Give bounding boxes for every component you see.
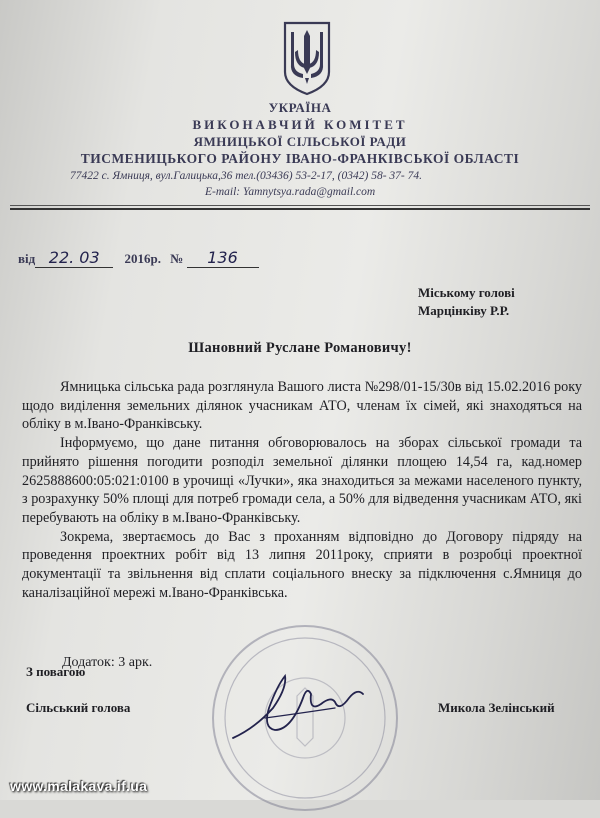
paragraph-3: Зокрема, звертаємось до Вас з проханням відповідно до Договору підряду на проведення проектних робіт від 13 липня 2011року, сприяти в розробці проектної документації та звільнення від сплати соціального внеску за підключення с.Ямниця до каналізаційної мережі м.Івано-Франківська.: [22, 528, 582, 601]
reference-line: [18, 248, 259, 268]
header-district: ТИСМЕНИЦЬКОГО РАЙОНУ ІВАНО-ФРАНКІВСЬКОЇ ОБЛАСТІ: [80, 151, 520, 166]
header-contacts: 77422 с. Ямниця, вул.Галицька,36 тел.(03436) 53-2-17, (0342) 58- 37- 74.: [70, 170, 422, 182]
header-divider: [10, 205, 590, 206]
addressee-name: Марцінківу Р.Р.: [418, 303, 510, 318]
reference-prefix: від: [18, 251, 36, 266]
closing-regards: З повагою: [26, 664, 86, 679]
header-country: УКРАЇНА: [268, 100, 332, 115]
header-council: ЯМНИЦЬКОЇ СІЛЬСЬКОЇ РАДИ: [193, 134, 407, 149]
header-divider-thick: [10, 208, 590, 210]
signatory-name: Микола Зелінський: [438, 700, 555, 715]
reference-date: 22. 03: [35, 248, 113, 268]
watermark: www.malakava.if.ua: [10, 778, 148, 794]
reference-number-label: №: [170, 251, 184, 266]
reference-number: 136: [187, 248, 259, 268]
reference-year: 2016р.: [124, 251, 161, 266]
handwritten-signature: [225, 668, 375, 748]
header-email: E-mail: Yamnytsya.rada@gmail.com: [205, 186, 376, 198]
signatory-position: Сільський голова: [26, 700, 131, 715]
paragraph-2: Інформуємо, що дане питання обговорювалось на зборах сільської громади та прийнято рішення погодити розподіл земельної ділянки площею 14,54 га, кад.номер 2625888600:05:021:0100 в урочищі «Лучки», яка знаходиться за межами населеного пункту, з розрахунку 50% площі для потреб громади села, а 50% для відведення учасникам АТО, які перебувають на обліку в м.Івано-Франківську.: [22, 435, 582, 526]
header-committee: ВИКОНАВЧИЙ КОМІТЕТ: [192, 117, 408, 132]
paragraph-1: Ямницька сільська рада розглянула Вашого листа №298/01-15/30в від 15.02.2016 року щодо виділення земельних ділянок учасникам АТО, членам їх сімей, які знаходяться на обліку в м.Івано-Франківську.: [22, 379, 582, 433]
letter-body: [22, 378, 582, 602]
addressee-title: Міському голові: [418, 285, 515, 300]
greeting: Шановний Руслане Романовичу!: [188, 340, 412, 356]
attachment-note: Додаток: 3 арк.: [62, 655, 153, 670]
coat-of-arms-icon: [281, 20, 333, 96]
